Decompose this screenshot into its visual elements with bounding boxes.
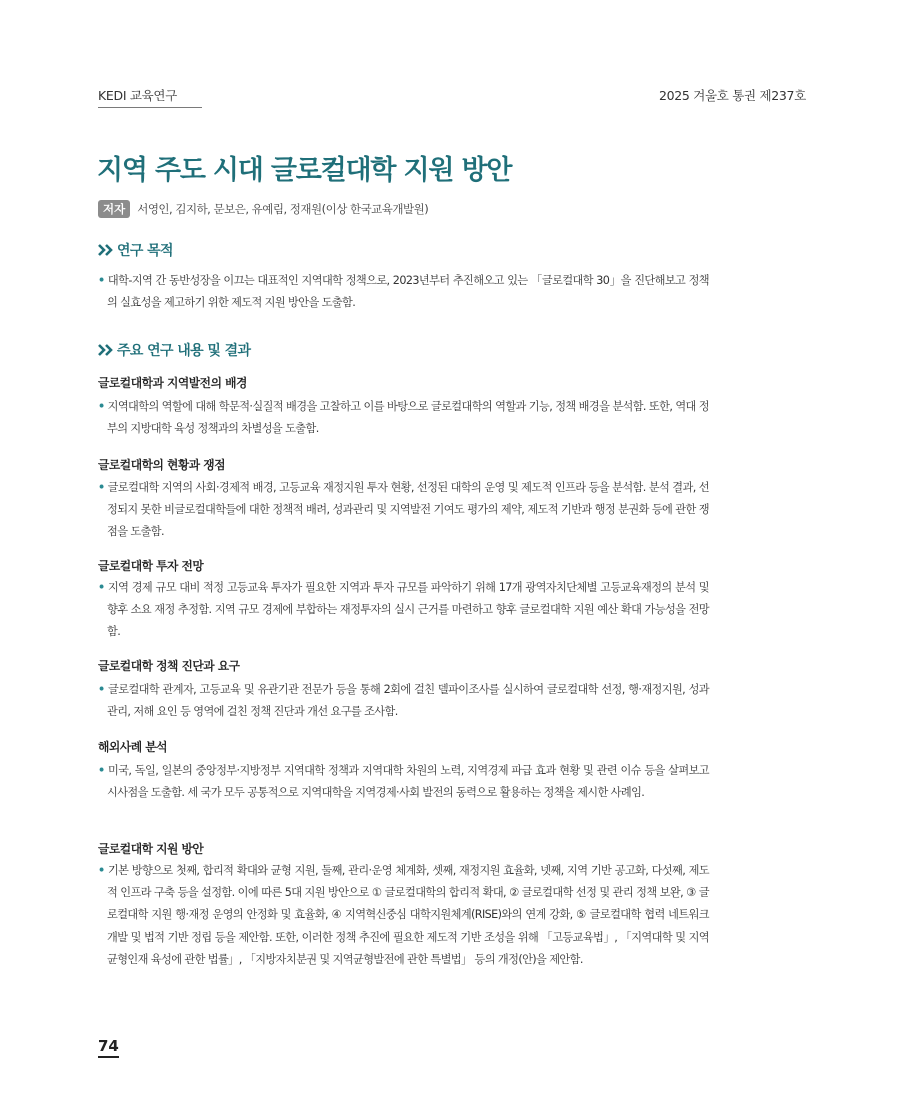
bullet-marker: • xyxy=(98,274,105,287)
subsection-text: 기본 방향으로 첫째, 합리적 확대와 균형 지원, 둘째, 관리·운영 체계화, 셋째, 재정지원 효율화, 넷째, 지역 기반 공고화, 다섯째, 제도적 인프라 구축 등을 설정함. 이에 따른 5대 지원 방안으로 ① 글로컬대학의 합리적 확대, ② 글로컬대학 선정 및 관리 정책 보완, ③ 글로컬대학 지원 행·재정 운영의 안정화 및 효율화, ④ 지역혁신중심 대학지원체계(RISE)와의 연계 강화, ⑤ 글로컬대학 협력 네트워크 개발 및 법적 기반 정립 등을 제안함. 또한, 이러한 정책 추진에 필요한 제도적 기반 조성을 위해 「고등교육법」, 「지역대학 및 지역균형인재 육성에 관한 법률」, 「지방자치분권 및 지역균형발전에 관한 특별법」 등의 개정(안)을 제안함. xyxy=(107,864,709,966)
bullet-marker: • xyxy=(98,864,105,877)
subsection-heading-background: 글로컬대학과 지역발전의 배경 xyxy=(98,376,247,390)
subsection-text: 글로컬대학 관계자, 고등교육 및 유관기관 전문가 등을 통해 2회에 걸친 델파이조사를 실시하여 글로컬대학 선정, 행·재정지원, 성과관리, 저해 요인 등 영역에 걸친 정책 진단과 개선 요구를 조사함. xyxy=(107,683,709,719)
authors-names: 서영인, 김지하, 문보은, 유예림, 정재원(이상 한국교육개발원) xyxy=(137,202,429,216)
page-number: 74 xyxy=(98,1037,119,1058)
issue-info: 2025 겨울호 통권 제237호 xyxy=(658,88,806,103)
journal-name: KEDI 교육연구 xyxy=(98,86,202,108)
bullet-marker: • xyxy=(98,581,105,594)
double-chevron-icon xyxy=(98,243,114,257)
subsection-paragraph xyxy=(98,860,709,971)
subsection-text: 지역대학의 역할에 대해 학문적·실질적 배경을 고찰하고 이를 바탕으로 글로컬대학의 역할과 기능, 정책 배경을 분석함. 또한, 역대 정부의 지방대학 육성 정책과의 차별성을 도출함. xyxy=(107,400,709,436)
bullet-marker: • xyxy=(98,683,105,696)
bullet-marker: • xyxy=(98,400,105,413)
subsection-heading-investment: 글로컬대학 투자 전망 xyxy=(98,559,204,573)
subsection-text: 미국, 독일, 일본의 중앙정부·지방정부 지역대학 정책과 지역대학 차원의 노력, 지역경제 파급 효과 현황 및 관련 이슈 등을 살펴보고 시사점을 도출함. 세 국가 모두 공통적으로 지역대학을 지역경제·사회 발전의 동력으로 활용하는 정책을 제시한 사례임. xyxy=(107,764,709,800)
subsection-paragraph xyxy=(98,760,709,804)
subsection-text: 글로컬대학 지역의 사회·경제적 배경, 고등교육 재정지원 투자 현황, 선정된 대학의 운영 및 제도적 인프라 등을 분석함. 분석 결과, 선정되지 못한 비글로컬대학들에 대한 정책적 배려, 성과관리 및 지역발전 기여도 평가의 제약, 제도적 기반과 행정 분권화 등에 관한 쟁점을 도출함. xyxy=(107,481,709,539)
bullet-marker: • xyxy=(98,481,105,494)
subsection-heading-overseas: 해외사례 분석 xyxy=(98,740,167,754)
subsection-text: 지역 경제 규모 대비 적정 고등교육 투자가 필요한 지역과 투자 규모를 파악하기 위해 17개 광역자치단체별 고등교육재정의 분석 및 향후 소요 재정 추정함. 지역 규모 경제에 부합하는 재정투자의 실시 근거를 마련하고 향후 글로컬대학 지원 예산 확대 가능성을 전망함. xyxy=(107,581,709,639)
page-title: 지역 주도 시대 글로컬대학 지원 방안 xyxy=(97,155,512,186)
subsection-heading-support: 글로컬대학 지원 방안 xyxy=(98,842,204,856)
bullet-marker: • xyxy=(98,764,105,777)
authors-line xyxy=(98,200,428,218)
subsection-paragraph xyxy=(98,396,709,440)
double-chevron-icon xyxy=(98,343,114,357)
subsection-paragraph xyxy=(98,577,709,644)
authors-badge: 저자 xyxy=(98,200,130,218)
purpose-paragraph xyxy=(98,270,709,314)
subsection-heading-diagnosis: 글로컬대학 정책 진단과 요구 xyxy=(98,659,240,673)
subsection-heading-status: 글로컬대학의 현황과 쟁점 xyxy=(98,458,226,472)
purpose-text: 대학-지역 간 동반성장을 이끄는 대표적인 지역대학 정책으로, 2023년부터 추진해오고 있는 「글로컬대학 30」을 진단해보고 정책의 실효성을 제고하기 위한 제도적 지원 방안을 도출함. xyxy=(107,274,709,310)
subsection-paragraph xyxy=(98,477,709,544)
subsection-paragraph xyxy=(98,679,709,723)
section-purpose-title: 연구 목적 xyxy=(117,243,173,259)
section-main-heading xyxy=(98,340,250,360)
section-purpose-heading xyxy=(98,240,173,260)
section-main-title: 주요 연구 내용 및 결과 xyxy=(117,343,251,359)
